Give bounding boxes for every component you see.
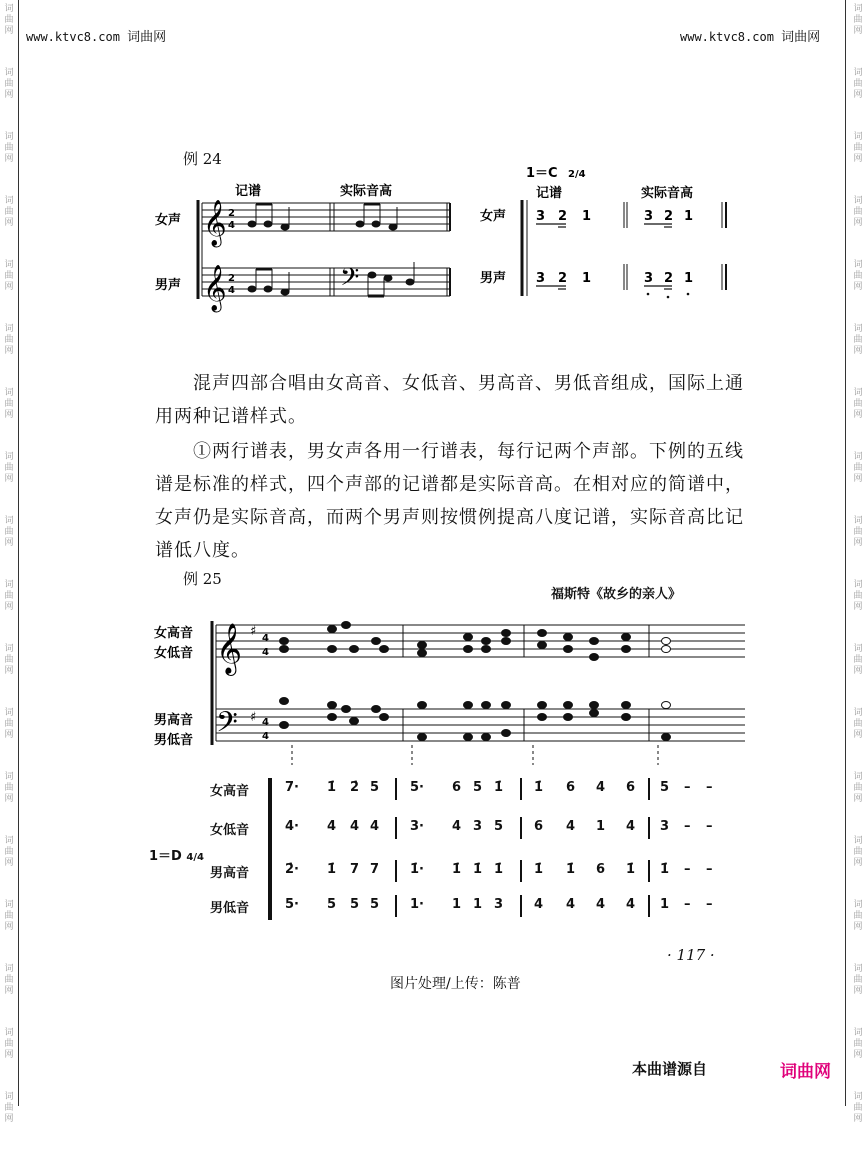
jp-barline [648,860,650,882]
watermark-char: 网 [4,410,14,420]
watermark-char: 网 [4,730,14,740]
jp-note: 1̇ [534,862,544,877]
watermark-char: 曲 [853,1039,863,1049]
example-24-staff-notation [150,178,460,313]
jp-note: 5 [350,897,360,912]
watermark-group [2,256,16,320]
watermark-char: 词 [4,260,14,270]
jp-note: – [706,862,713,877]
jp-barline [395,860,397,882]
watermark-column-left [2,0,16,1124]
jp-note: 4 [566,897,576,912]
jp-voice-label: 男高音 [210,866,250,881]
jp-barline [648,778,650,800]
watermark-char: 词 [4,580,14,590]
jp-barline [520,778,522,800]
watermark-char: 曲 [853,15,863,25]
jp-note: 1̇ [566,862,576,877]
watermark-char: 词 [4,452,14,462]
watermark-char: 词 [853,260,863,270]
watermark-group [851,64,865,128]
watermark-char: 词 [853,964,863,974]
watermark-char: 网 [853,474,863,484]
watermark-char: 词 [853,324,863,334]
watermark-char: 网 [853,666,863,676]
watermark-char: 曲 [853,527,863,537]
watermark-char: 网 [4,26,14,36]
watermark-char: 词 [853,1028,863,1038]
page-number: · 117 · [667,946,715,964]
watermark-group [851,256,865,320]
watermark-char: 词 [853,452,863,462]
jp-barline [648,895,650,917]
jp-note: 1 [582,271,592,286]
jp-barline [648,817,650,839]
watermark-char: 词 [853,580,863,590]
watermark-char: 词 [4,388,14,398]
jp-note: 4 [596,780,606,795]
watermark-char: 曲 [4,655,14,665]
watermark-group [2,128,16,192]
watermark-char: 网 [853,346,863,356]
jp-note: 1̇ [327,862,337,877]
watermark-char: 网 [853,538,863,548]
jp-note: 4 [566,819,576,834]
jp-note: 5· [285,897,299,912]
jp-note: 3 [644,271,654,286]
example-25-staff-notation [150,605,750,760]
jp-note: – [684,897,691,912]
watermark-char: 曲 [4,399,14,409]
watermark-char: 词 [4,196,14,206]
notes-bass [280,698,671,741]
watermark-char: 曲 [4,79,14,89]
watermark-char: 曲 [853,207,863,217]
watermark-char: 网 [4,794,14,804]
jp-note: 5 [660,780,670,795]
jp-note: 1̇ [452,862,462,877]
watermark-char: 曲 [4,527,14,537]
watermark-char: 曲 [853,1103,863,1113]
svg-text:4: 4 [228,220,235,231]
watermark-char: 词 [853,4,863,14]
watermark-char: 网 [4,538,14,548]
watermark-char: 网 [4,346,14,356]
watermark-char: 词 [4,68,14,78]
watermark-group [2,192,16,256]
watermark-group [2,384,16,448]
jp-note: 2 [558,209,568,224]
jp-note: 2 [558,271,568,286]
right-margin-line [845,0,846,1106]
jp-note: 1̇ [534,780,544,795]
jp-barline [395,817,397,839]
watermark-char: 词 [853,68,863,78]
watermark-char: 曲 [4,1039,14,1049]
watermark-group [2,640,16,704]
left-margin-line [18,0,19,1106]
jp-note: 7· [285,780,299,795]
watermark-char: 曲 [4,719,14,729]
sharp-icon: ♯ [250,710,257,725]
watermark-char: 词 [4,1092,14,1102]
watermark-group [851,448,865,512]
watermark-group [2,768,16,832]
watermark-char: 词 [853,388,863,398]
paragraph-1: 混声四部合唱由女高音、女低音、男高音、男低音组成，国际上通用两种记谱样式。 [155,373,744,427]
example-25-jianpu [200,776,730,926]
jp-note: – [684,819,691,834]
jp-note: 4 [626,897,636,912]
jp-note: – [684,780,691,795]
jp-col-actual: 实际音高 [641,186,694,201]
watermark-group [851,640,865,704]
jp-note: 3 [536,209,546,224]
jp-note: 5 [327,897,337,912]
jp-barline [520,895,522,917]
watermark-group [2,832,16,896]
watermark-group [851,832,865,896]
jp-col-notation: 记谱 [536,186,563,201]
watermark-char: 词 [853,132,863,142]
watermark-char: 曲 [853,463,863,473]
watermark-char: 词 [853,708,863,718]
watermark-char: 网 [4,90,14,100]
jp-note: 5 [494,819,504,834]
watermark-char: 曲 [4,15,14,25]
watermark-char: 曲 [4,207,14,217]
jp-note: 7 [370,862,380,877]
watermark-char: 曲 [4,143,14,153]
watermark-char: 词 [853,900,863,910]
watermark-group [2,896,16,960]
jp-note: 1̇ [473,862,483,877]
watermark-char: 网 [4,154,14,164]
col-notation-label: 记谱 [235,184,262,199]
jp-voice-label: 女低音 [210,823,250,838]
bass-clef-icon: 𝄢 [216,706,238,746]
watermark-group [851,320,865,384]
watermark-char: 曲 [853,399,863,409]
watermark-group [2,64,16,128]
watermark-group [851,1088,865,1152]
watermark-char: 曲 [4,911,14,921]
watermark-char: 曲 [853,143,863,153]
watermark-group [851,128,865,192]
jp-note: 1̇· [410,862,424,877]
watermark-char: 曲 [4,271,14,281]
body-text [155,367,755,567]
svg-text:4: 4 [228,285,235,296]
watermark-group [2,960,16,1024]
jp-note: 1̇ [327,780,337,795]
jp-note: 3 [494,897,504,912]
jp-note: 3 [644,209,654,224]
jp-voice-label: 男低音 [210,901,250,916]
jp-voice-label: 女高音 [210,784,250,799]
watermark-char: 词 [853,1092,863,1102]
watermark-char: 词 [4,708,14,718]
watermark-char: 词 [4,1028,14,1038]
watermark-group [851,1024,865,1088]
watermark-group [851,0,865,64]
watermark-group [2,1088,16,1152]
watermark-group [851,512,865,576]
watermark-char: 词 [4,964,14,974]
watermark-char: 曲 [4,463,14,473]
watermark-char: 曲 [853,79,863,89]
voice-male-label: 男声 [155,278,182,293]
svg-text:2: 2 [228,273,235,284]
jp-note: – [706,819,713,834]
jp-key: 1＝C [526,166,558,181]
watermark-group [851,192,865,256]
example-24-jianpu [478,160,748,310]
svg-text:4: 4 [262,647,269,658]
jp-note: 4 [626,819,636,834]
watermark-char: 网 [4,1050,14,1060]
watermark-group [2,448,16,512]
notes-bottom [248,262,414,296]
jp-note: 1 [582,209,592,224]
watermark-group [2,320,16,384]
bass-clef-icon: 𝄢 [340,263,360,298]
site-url-left[interactable]: www.ktvc8.com 词曲网 [26,30,167,45]
watermark-char: 网 [853,218,863,228]
song-attribution: 福斯特《故乡的亲人》 [551,587,682,602]
watermark-char: 曲 [853,847,863,857]
svg-text:2: 2 [228,208,235,219]
jp-barline [395,895,397,917]
watermark-char: 词 [853,516,863,526]
footer-brand-link[interactable]: 词曲网 [780,1062,831,1082]
watermark-char: 网 [4,986,14,996]
watermark-char: 网 [4,666,14,676]
jp-voice-female: 女声 [480,209,507,224]
watermark-char: 词 [4,900,14,910]
watermark-char: 曲 [853,975,863,985]
voice-female-label: 女声 [155,213,182,228]
watermark-char: 词 [853,836,863,846]
example-25-label: 例 25 [183,570,222,588]
jp-note: – [706,897,713,912]
watermark-char: 网 [853,282,863,292]
jp-note: 4 [534,897,544,912]
watermark-char: 曲 [853,335,863,345]
watermark-char: 网 [853,922,863,932]
watermark-char: 网 [853,794,863,804]
jp-note: 6 [596,862,606,877]
jp-note: 6 [452,780,462,795]
watermark-char: 曲 [4,975,14,985]
jp-note: 2 [664,271,674,286]
jp-note: 1 [452,897,462,912]
treble-clef-icon: 𝄞 [203,265,227,311]
staff-label: 女低音 [154,646,194,661]
jp-note: 1 [684,271,694,286]
watermark-char: 网 [4,218,14,228]
jp-note: 1 [684,209,694,224]
jp-note: 6 [626,780,636,795]
jp-note: 4 [596,897,606,912]
watermark-group [851,768,865,832]
jp-voice-male: 男声 [480,271,507,286]
watermark-char: 曲 [853,655,863,665]
watermark-char: 词 [4,644,14,654]
jp-note: 1̇ [494,862,504,877]
jp-barline [395,778,397,800]
watermark-group [851,896,865,960]
jp-note: 5 [370,897,380,912]
watermark-column-right [851,0,865,1124]
watermark-char: 网 [4,282,14,292]
staff-label: 女高音 [154,626,194,641]
jp-note: 5 [473,780,483,795]
col-actual-label: 实际音高 [340,184,393,199]
watermark-char: 词 [4,4,14,14]
jp-note: 4· [285,819,299,834]
watermark-char: 词 [4,132,14,142]
watermark-char: 曲 [853,271,863,281]
jp-key-25: 1＝D 4/4 [149,849,204,864]
watermark-char: 曲 [4,783,14,793]
watermark-char: 曲 [4,1103,14,1113]
watermark-char: 网 [853,154,863,164]
watermark-char: 曲 [4,847,14,857]
jp-note: 5 [370,780,380,795]
sharp-icon: ♯ [250,624,257,639]
watermark-char: 网 [4,922,14,932]
watermark-char: 曲 [853,783,863,793]
jp-note: 7 [350,862,360,877]
jp-note: 1 [473,897,483,912]
site-url-right[interactable]: www.ktvc8.com 词曲网 [680,30,821,45]
watermark-group [2,512,16,576]
watermark-group [2,704,16,768]
jp-note: – [706,780,713,795]
footer-source-label: 本曲谱源自 [632,1060,708,1078]
watermark-char: 词 [853,772,863,782]
watermark-char: 曲 [853,591,863,601]
paragraph-2: ①两行谱表，男女声各用一行谱表，每行记两个声部。下例的五线谱是标准的样式，四个声部的记谱都是实际音高。在相对应的简谱中，女声仍是实际音高，而两个男声则按惯例提高八度记谱，实际音高比记谱低八度。 [155,441,744,561]
watermark-char: 词 [4,836,14,846]
upload-credit: 图片处理/上传：陈普 [390,976,521,992]
jp-note: – [684,862,691,877]
watermark-char: 网 [4,1114,14,1124]
watermark-char: 网 [853,26,863,36]
watermark-char: 曲 [853,719,863,729]
watermark-group [851,704,865,768]
watermark-char: 词 [4,516,14,526]
watermark-char: 网 [853,986,863,996]
jp-note: 3 [473,819,483,834]
watermark-group [851,576,865,640]
jp-note: 2 [664,209,674,224]
watermark-group [2,576,16,640]
staff-label: 男低音 [154,733,194,748]
watermark-char: 网 [853,410,863,420]
jp-note: 3· [410,819,424,834]
watermark-char: 词 [853,644,863,654]
svg-text:4: 4 [262,731,269,742]
jp-note: 1̇ [626,862,636,877]
watermark-char: 网 [4,602,14,612]
jp-note: 6 [566,780,576,795]
staff-top [202,203,450,231]
watermark-char: 曲 [853,911,863,921]
jp-note: 1̇ [660,862,670,877]
jp-note: 5· [410,780,424,795]
jp-time: 2/4 [568,169,586,180]
watermark-char: 网 [853,1114,863,1124]
jp-note: 2̇ [350,780,360,795]
jp-note: 2̇· [285,862,299,877]
jp-barline [520,817,522,839]
watermark-char: 曲 [4,335,14,345]
svg-text:4: 4 [262,633,269,644]
watermark-group [2,0,16,64]
watermark-group [851,960,865,1024]
jp-barline [520,860,522,882]
watermark-char: 词 [4,772,14,782]
treble-clef-icon: 𝄞 [216,623,243,674]
jp-note: 1 [596,819,606,834]
staff-label: 男高音 [154,713,194,728]
jp-note: 1 [660,897,670,912]
watermark-char: 网 [4,474,14,484]
watermark-char: 曲 [4,591,14,601]
watermark-char: 词 [853,196,863,206]
jp-note: 1· [410,897,424,912]
jp-note: 4 [327,819,337,834]
watermark-group [2,1024,16,1088]
jp-note: 4 [452,819,462,834]
jp-note: 6 [534,819,544,834]
watermark-char: 词 [4,324,14,334]
jp-note: 4 [370,819,380,834]
example-24-label: 例 24 [183,150,222,168]
treble-clef-icon: 𝄞 [203,200,227,246]
jp-note: 1̇ [494,780,504,795]
watermark-char: 网 [853,602,863,612]
watermark-char: 网 [4,858,14,868]
watermark-char: 网 [853,90,863,100]
jp-note: 3 [536,271,546,286]
svg-text:4: 4 [262,717,269,728]
jp-note: 3 [660,819,670,834]
watermark-group [851,384,865,448]
jp-note: 4 [350,819,360,834]
watermark-char: 网 [853,858,863,868]
watermark-char: 网 [853,1050,863,1060]
watermark-char: 网 [853,730,863,740]
